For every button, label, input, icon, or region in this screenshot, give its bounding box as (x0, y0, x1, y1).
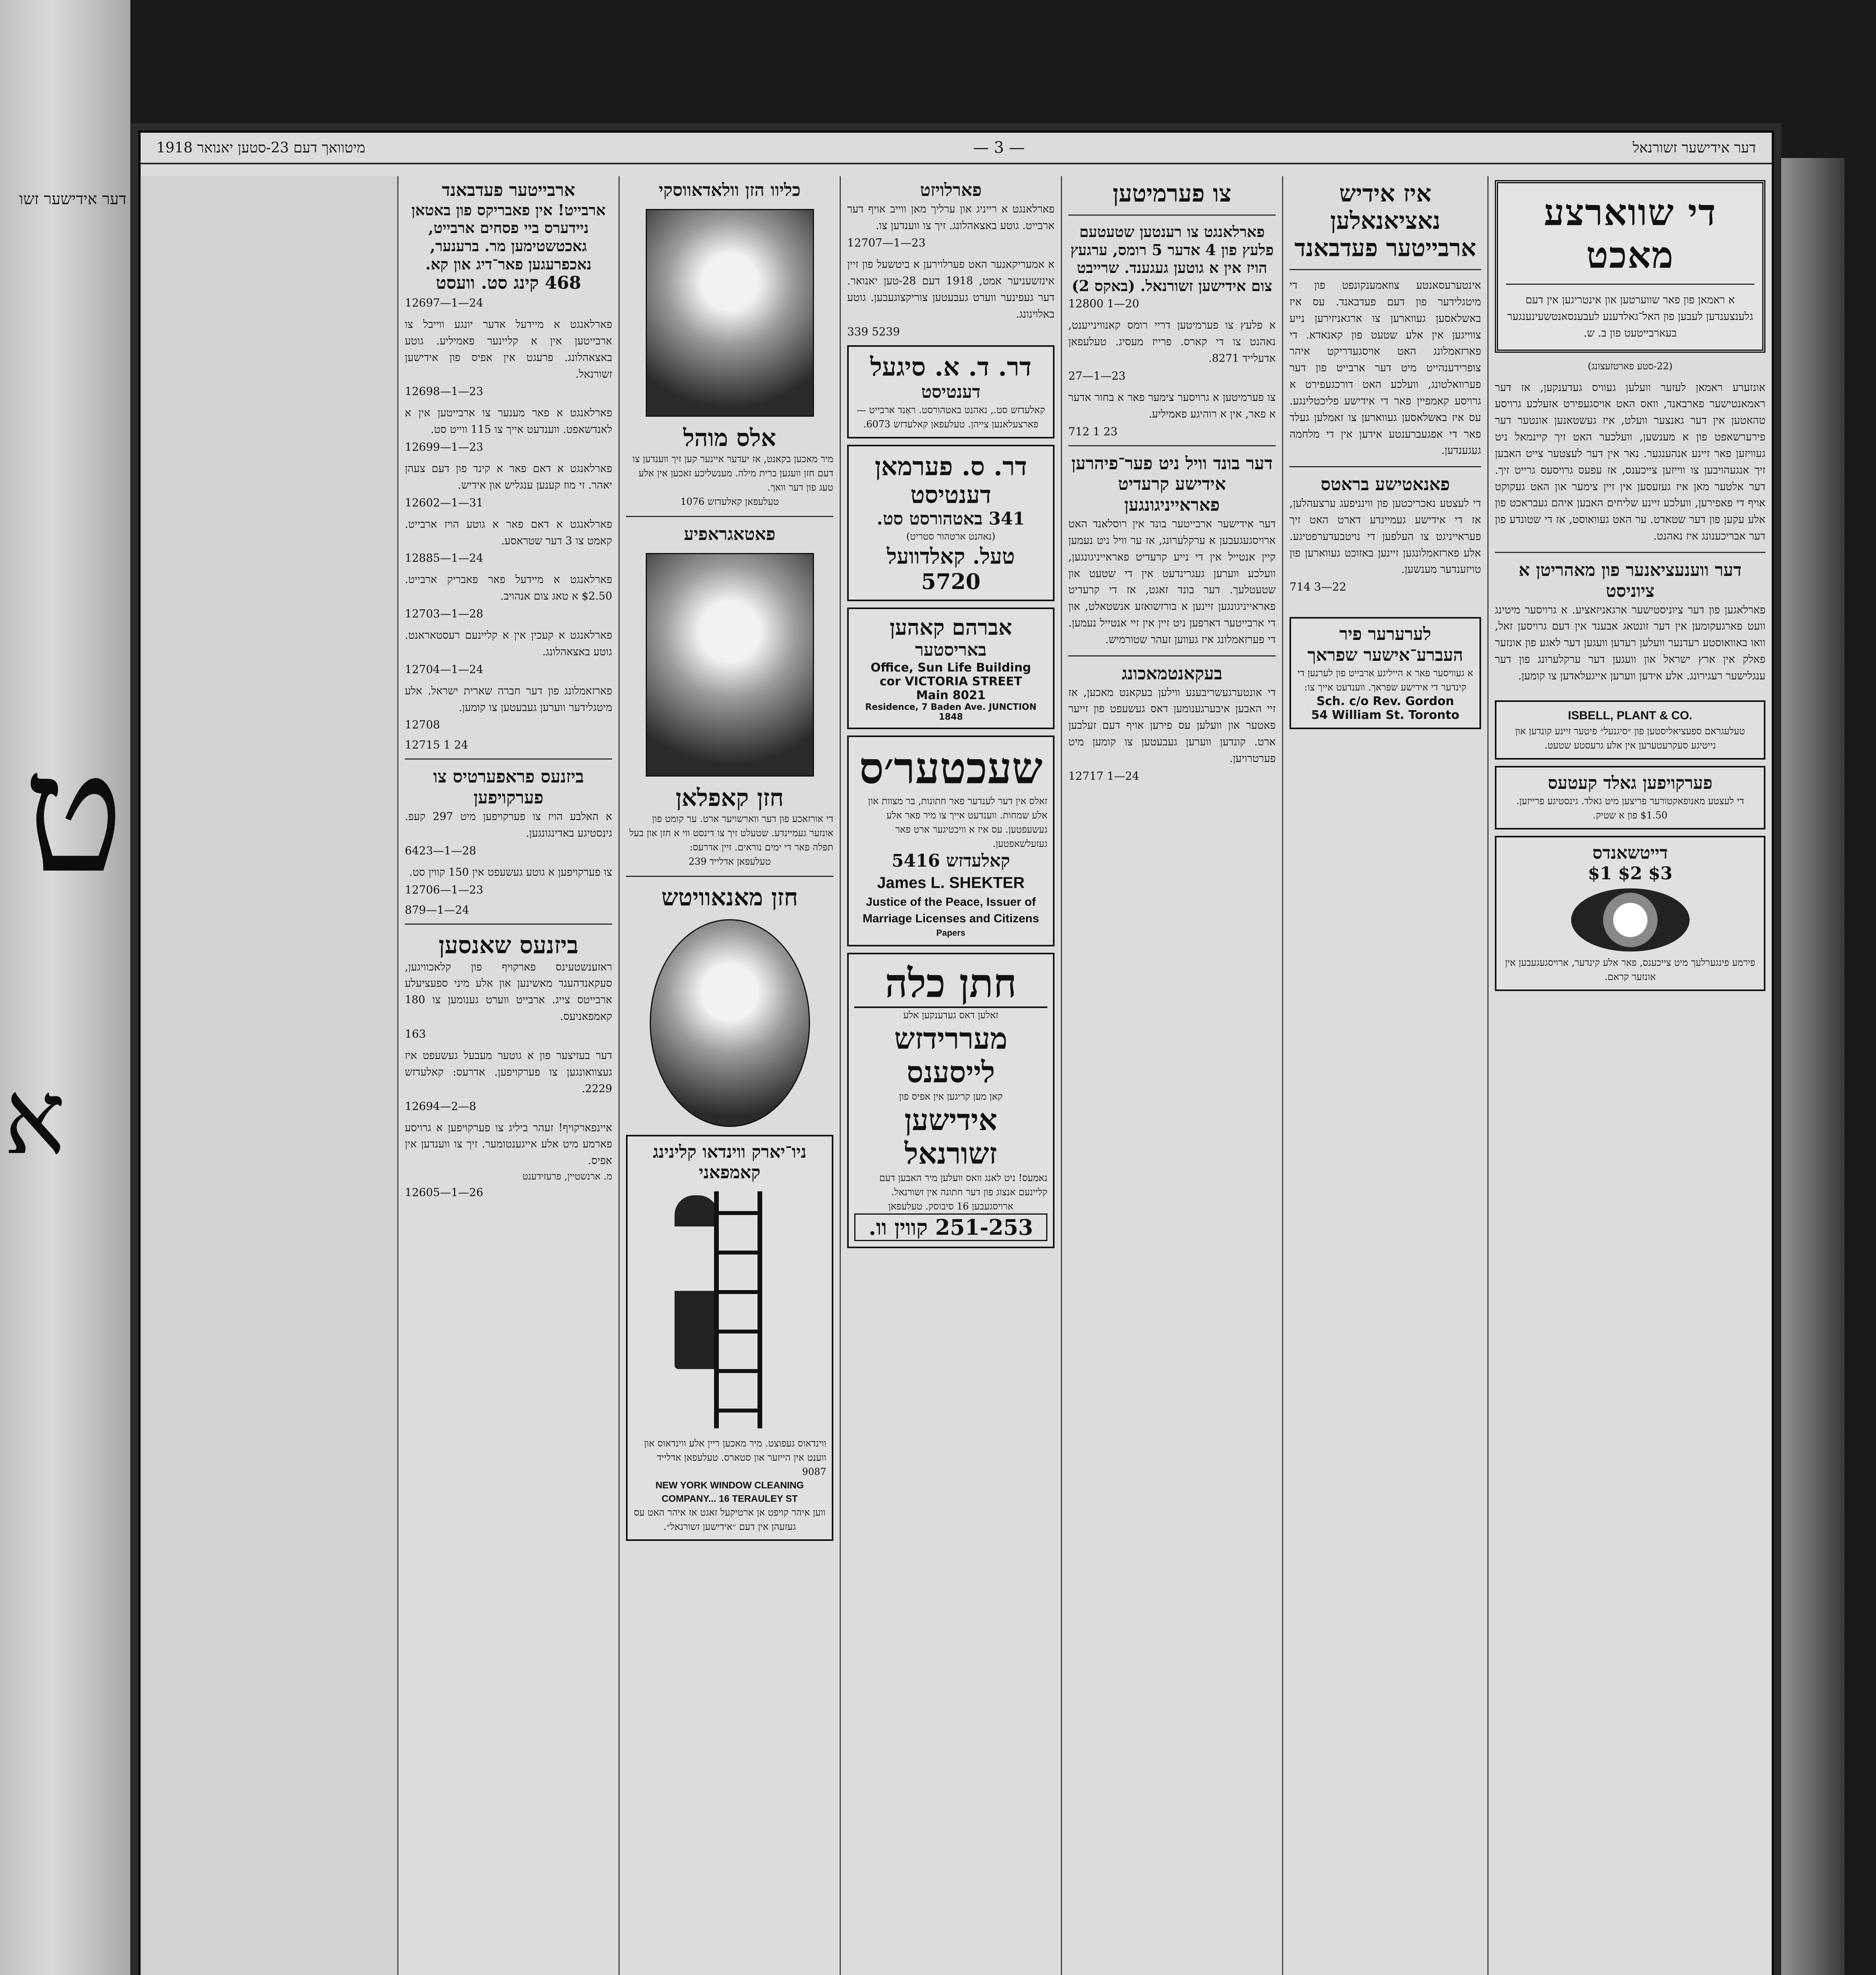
wedding-address: 251-253 קווין וו. (854, 1213, 1047, 1241)
classified-ref: 12699—1—23 (405, 440, 483, 454)
classified-item: פארלאנגט א פאר מענער צו ארבייטען אין א לאנדשאפט. ווענדעט אייך צו 115 ווייט סט. (405, 407, 612, 436)
divider (1068, 445, 1276, 446)
kaplan-body: די אורזאכע פון דער ווארשויער ארט. ער קומט פון אונזער געמיינדע. שטעלט זיך צו דינסט ווי א חזן און בעל תפלה פאר די ימים נוראים. זיין אדרעס: (629, 813, 833, 853)
lost-body: פארלאנגט א רייניג און ערליך מאן ווייב אויף דער ארבייט. גוטע באצאהלונג. זיך צו ווענדען צו. (847, 203, 1055, 232)
dentist-siegel-name: דר. ד. א. סיגעל (870, 352, 1032, 382)
divider (1068, 214, 1276, 216)
divider (405, 924, 612, 925)
serial-subtitle: א ראמאן פון פאר שווערטען און אינטריגען אין דעם גלענצענדען לעבען פון האל־גאלדענע לעבענסאנטשעינענגער בעארבייטעט פון ב. ש. (1507, 294, 1753, 339)
ladder-rung-icon (714, 1211, 761, 1215)
announcement-headline: בעקאנטמאכונג (1122, 663, 1222, 684)
shekter-headline: שעכטער׳ס (859, 743, 1043, 794)
workers-lead-address: 468 קינג סט. וועסט (436, 273, 581, 293)
announcement-body: די אונטערגעשריבענע ווילען בעקאנט מאכען, אז זיי האבען איבערגענומען דאס געשעפט פון זייער פאטער און וועלען עס פירען אויף דעם זעלבען ארט. קונדען ווערען געבעטען צו קומען מיט פערטרויען. (1068, 686, 1276, 765)
window-ad-body: ווינדאוס געפוצט. מיר מאכען ריין אלע ווינדאוס און ווענט אין הייזער און סטארס. טעלעפאן אדלייד 9087 (644, 1438, 826, 1478)
cantor-portrait-image (646, 209, 814, 417)
kaplan-name: חזן קאפלאן (675, 784, 784, 812)
classified-signature: מ. ארנשטיין, פרעזידענט (522, 1171, 612, 1182)
manovitch-name: חזן מאנאוויטש (661, 883, 798, 911)
window-ad-footer: ווען איהר קויפט אן ארטיקעל זאגט אז איהר האט עס געזעהן אין דעם ״אידישען זשורנאל״. (633, 1507, 826, 1533)
classified-ref: 339 5239 (847, 325, 900, 338)
classified-item: פארלאנגט א דאם פאר א קינד פון דעם צעהן יאהר. זי מוז קענען ענגליש און אידיש. (405, 463, 612, 491)
adjacent-page-text: דער אידישער זשו (19, 190, 126, 208)
serial-title-box (1495, 180, 1765, 353)
shekter-title-latin-3: Papers (936, 928, 966, 938)
wedding-license-ad (847, 953, 1055, 1248)
wedding-footer: ארויסגעבען 16 סיבוסק. טעלעפאן (888, 1201, 1013, 1212)
shekter-phone: קאלעדזש 5416 (891, 851, 1010, 871)
lawyer-name: אברהם קאהען (889, 615, 1012, 640)
wedding-license-title: מעררידזש לייסענס (894, 1021, 1008, 1089)
wedding-license-text: קאן מען קריגען אין אפיס פון (899, 1091, 1003, 1102)
lawyer-title: באריסטער (915, 640, 987, 660)
lost-notice: א אמעריקאנער האט פערלוירען א ביטשעל פון זיין אינזשעניער אמט, 1918 דעם 28-טען יאנואר. דער געפינער ווערט געבעטען צוריקצוגעבען. גוטע באלוינונג. (847, 258, 1055, 321)
ladder-rung-icon (714, 1251, 761, 1255)
diamond-ad-body: פירמע פינגערלעך מיט צייכענס, פאר אלע קינדער, ארויסגעגעבען אין אונזער קראם. (1505, 957, 1756, 983)
classified-ref: 12605—1—26 (405, 1186, 483, 1199)
classified-item: דער בעזיצער פון א גוטער מעבעל געשעפט איז געצוואונגען צו פערקויפען. אדרעס: קאלעדזש 2229. (405, 1049, 612, 1095)
gold-chain-ad-body: די לעצטע מאנופאקטורער פריצען מיט גאלד. גינסטיגע פרייזען. $1.50 פון א שטיק. (1516, 795, 1744, 821)
adjacent-page-large-letter: ט (24, 717, 124, 910)
classified-item: א האלבע הויז צו פערקויפען מיט 297 קעפ. גינסטיגע באדינגונגען. (405, 811, 613, 839)
cantor-phone: טעלעפאן קאלעדזש 1076 (680, 496, 779, 507)
window-ad-latin: NEW YORK WINDOW CLEANING COMPANY... 16 TERAULEY ST (655, 1480, 804, 1504)
wedding-paper-name: אידישען זשורנאל (904, 1103, 998, 1171)
classified-ref: 12694—2—8 (405, 1099, 476, 1113)
classified-ref: 12697—1—24 (405, 296, 483, 309)
classified-ref: 879—1—24 (405, 903, 469, 916)
classified-ref: 12707—1—23 (847, 236, 926, 250)
classified-ref: 27—1—23 (1068, 369, 1126, 382)
federation-body: אינטערעסאנטע צוזאמענקונפט פון די מיטגלידער פון דעם פעדבאנד. עס איז באשלאסען געווארען צו ארגאניזירען נייע צווייגען אין אלע שטעט פון קאנאדא. די פארזאמלונג האט אויסגעדריקט איהר צופרידענהייט מיט דער ארבייט פון דער פערוואלטונג, וועלכע האט דורכגעפירט א גרויסע קאמפיין פאר די אידישע פליכטלינגע. עס איז באשלאסען געווארען צו זאמלען געלד פאר די אפגעברענטע אידען אין די מלחמה געגענדען. (1290, 279, 1481, 457)
classified-ref: 163 (405, 1027, 426, 1040)
dentist-siegel-title: דענטיסט (921, 382, 981, 402)
serial-body: אונזערע ראמאן לעזער וועלען געוויס געדענקען, אז דער ראמאנטישער פארבאנד, וואס האט אויסגעפירט אזעלכע גרויסע טהאטען אין דער גאנצער וועלט, איז געשטאנען אונטער דער פירערשאפט פון א מענשען, וועלכער האט זיך קיינמאל ניט געוויזען פאר זיינע אנהענגער. נאר אין דער לעצטער צייט האבען זיך אנגעהויבען צו ווייזען צייכענס, אז עפעס גרויסעס גרייט זיך. דער אלטער מאן איז געזעסען אין זיין צימער און האט געקוקט אויף די פאפירען, וועלכע זיינע שליחים האבען איהם געבראכט פון אלע עקען פון דער שטאדט. ער האט געוואוסט, אז די שטונדע פון דער אבריכענונג איז נאהנט. (1495, 381, 1765, 543)
classified-ref: 12706—1—23 (405, 883, 483, 896)
classified-ref: 712 1 23 (1068, 425, 1118, 438)
wedding-sub: זאלען דאס געדענקען אלע (903, 1009, 998, 1021)
divider (1495, 552, 1765, 553)
classified-ref: 12717 1—24 (1068, 769, 1139, 782)
shekter-name-latin: James L. SHEKTER (877, 874, 1025, 892)
window-cleaner-figure-icon (675, 1195, 718, 1369)
ladder-rung-icon (714, 1290, 761, 1294)
serial-title: די שווארצע מאכט (1543, 191, 1717, 276)
section-title: דער ווענעציאנער פון מאהריטן א ציוניסט (1519, 560, 1742, 601)
classified-item: ראזענשטעינס פארקויף פון קלאכוויגען, סעקאנדהענד מאשינען און אלע מיני ספעציעלע ארבייטס צייג. ארבייט ווערט גענומען צו 180 קאמפאניעס. (405, 961, 612, 1023)
divider (1290, 269, 1481, 270)
teacher-ad-address-2: 54 William St. Toronto (1311, 708, 1459, 722)
section-body: פארלאגען פון דער ציוניסטישער ארגאניזאציע. א גרויסער מיטינג וועט פארגעקומען אין דער זונטאג אבענד אין דעם גרויסען זאל, וואו באוואוסטע רעדנער וועלען רעדען וועגען דער לאגע פון אונזער פאלק אין ארץ ישראל און וועגען דער ערקלערונג פון דער ענגלישער רעגירונג. אלע אידען ווערען אייגעלאדען צו קומען. (1495, 604, 1765, 682)
classified-ref: 12703—1—28 (405, 607, 483, 621)
classified-ref: 6423—1—28 (405, 844, 476, 857)
column-4 (1061, 176, 1282, 1975)
column-6 (1487, 176, 1772, 1975)
classified-ref: 12704—1—24 (405, 662, 483, 676)
cantor-headline: כליוו הזן וולאדאווסקי (659, 180, 801, 200)
classified-ref: 12800 1—20 (1068, 297, 1139, 310)
classified-ref: 12885—1—24 (405, 551, 483, 565)
diamond-ring-ad (1495, 836, 1765, 991)
workers-headline: ארבייטער פעדבאנד (442, 180, 575, 200)
adjacent-page-large-letter-2: א (4, 1058, 66, 1177)
dentist-ferman-phone: טעל. קאלדוועל 5720 (887, 544, 1015, 594)
bund-article: דער אידישער ארבייטער בונד אין רוסלאנד האט ארויסגעגעבען א ערקלערונג, אז ער וויל ניט נעמען קיין אנטייל אין די נייע קרעדיט פאראייניגונגען, וועלכע ווערען געגרינדעט אין די שטעט און שטעטלעך. דער בונד זאגט, אז די קרעדיט פאראייניגונגען זיינען א בורזשואזע אנשטאלט, און די ארבייטער דארפען ניט זיין אין זיי אנטייל נעמען. די פערזאמלונג איז געווען זעהר שטורמיש. (1068, 517, 1276, 646)
business-property-headline: ביזנעס פראפערטיס צו פערקויפען (433, 767, 584, 808)
teacher-ad-title: לערערער פיר העברע־אישער שפראך (1307, 624, 1463, 666)
divider (1506, 284, 1754, 285)
classified-ref: 12698—1—23 (405, 385, 483, 398)
classified-item: פארלאנגט א דאם פאר א גוטע הויז ארבייט. קאמט צו 3 דער שטראסע. (405, 518, 612, 547)
cantor-caption-body: מיר מאכען בקאנט, אז יעדער איינער קען זיך ווענדען צו דעם חזן וועגען ברית מילה. מענשליכע זאכען אין אלע טעג פון דער וואך. (632, 453, 833, 493)
ring-illustration-icon (1571, 888, 1690, 952)
business-chances-headline: ביזנעס שאנסען (438, 931, 579, 959)
dentist-siegel-body: קאלעדזש סט., נאהנט באטהורסט. ראַנד ארבייט — פארצעלאנען צייהן. טעלעפאן קאלעדזש 6073. (856, 404, 1045, 430)
masthead-date: מיטוואך דעם 23-סטען יאנואר 1918 (156, 140, 365, 156)
window-ad-headline: ניו־יארק ווינדאו קלינינג קאמפאני (653, 1142, 806, 1183)
lawyer-cohen-ad (847, 608, 1055, 729)
classified-ref: 714 3—22 (1290, 580, 1346, 594)
dentist-ferman-name: דר. ס. פערמאן (874, 451, 1027, 482)
gold-chain-ad-title: פערקויפען גאלד קעטעס (1548, 773, 1712, 793)
lawyer-street: cor VICTORIA STREET (880, 675, 1022, 689)
for-rent-headline: צו פערמיטען (1113, 180, 1231, 207)
shekter-body: זאלס אין דער לענדער פאר חתונות, בר מצוות און אלע שמחות. ווענדעט אייך צו מיר פאר אלע געשעפטען. עס איז א וויכטיגער ארט פאר געזעלשאפטען. (868, 796, 1047, 850)
column-2 (618, 176, 840, 1975)
classified-item: פארלאנגט א קעכין אין א קליינעם רעסטאראנט. גוטע באצאהלונג. (405, 629, 612, 658)
window-cleaner-illustration-icon (659, 1187, 801, 1432)
dentist-ferman-address: 341 באטהורסט סט. (876, 508, 1025, 529)
manovitch-portrait-image (650, 919, 810, 1127)
teacher-wanted-ad (1290, 617, 1481, 729)
workers-lead: ארבייט! אין פאבריקס פון באטאן ניידערס ביי פסחים ארבייט, גאכטשטימען מר. ברענער, נאכפרעגען פאר־דיג און קא. (411, 201, 606, 273)
classified-item: צו פערקויפען א גוטע געשעפט אין 150 קווין סט. (409, 866, 612, 878)
classified-ref: 12602—1—31 (405, 496, 483, 509)
lawyer-office: Office, Sun Life Building (870, 661, 1031, 675)
divider (405, 758, 612, 760)
isbell-ad-title: ISBELL, PLANT & CO. (1568, 709, 1692, 722)
rent-ad-1: פארלאנגט צו רענטען שטעטעם פלעץ פון 4 אדער 5 רומס, ערגעץ הויז אין א גוטען געגענד. שרייבט צום אידישען זשורנאל. (באקס 2) (1070, 223, 1274, 295)
classified-item: פארלאנגט א מיידעל אדער יונגע ווייבל צו ארבייטען אין א קליינער פאמיליע. גוטע באצאהלונג. פרעגט אין אפיס פון אידישען זשורנאל. (405, 318, 612, 380)
masthead (141, 133, 1772, 164)
diamond-ad-title: דייטשאנדס (1592, 843, 1668, 863)
classified-ref: 12715 1 24 (405, 738, 468, 752)
shekter-ad (847, 735, 1055, 946)
classified-item: איינפארקויף! זעהר ביליג צו פערקויפען א גרויסע פארמע מיט אלע אייגענטומער. זיך צו ווענדען אין אפיס. (405, 1121, 612, 1167)
wedding-note: נאמעס! ניט לאנג וואס וועלען מיר האבען דעם קליינעם אנצוג פון דער חתונה אין זשורנאל. (879, 1172, 1047, 1198)
bund-headline: דער בונד וויל ניט פער־פיהרען אידישע קרעדיט פאראייניגונגען (1071, 453, 1273, 515)
column-3 (840, 176, 1061, 1975)
diamond-ad-price: $1 $2 $3 (1588, 863, 1673, 884)
divider (626, 876, 833, 877)
column-5 (1282, 176, 1487, 1975)
divider (1290, 466, 1481, 467)
newspaper-page (138, 130, 1774, 1975)
dentist-ferman-title: דענטיסט (910, 481, 991, 509)
subhead-body: די לעצטע נאכריכטען פון ווינניפעג ערצעהלען, אז די אידישע געמיינדע דארט האט זיך פעראייניגט צו העלפען די נויטבעדערפטיגע. אלע פארזאמלונגען זיינען באזוכט געווארען פון טויזענדער מענשען. (1290, 497, 1481, 576)
wedding-headline: חתן כלה (854, 960, 1047, 1008)
column-1 (397, 176, 618, 1975)
photo-section-headline: פאטאגראפיע (684, 524, 776, 544)
ladder-rail-icon (758, 1191, 762, 1428)
dentist-ferman-note: (נאהנט ארטהור סטריט) (906, 531, 996, 542)
lawyer-residence: Residence, 7 Baden Ave. JUNCTION 1848 (865, 702, 1037, 722)
rent-ad-3: צו פערמיטען א גרויסער צימער פאר א בחור אדער א פאר, אין א רוהיגע פאמיליע. (1068, 391, 1276, 420)
masthead-paper-name: דער אידישער זשורנאל (1632, 140, 1756, 156)
column-0-margin (141, 176, 397, 1975)
ladder-rail-icon (714, 1191, 719, 1428)
shekter-title-latin-1: Justice of the Peace, Issuer of (866, 895, 1036, 909)
classified-item: פארזאמלונג פון דער חברה שארית ישראל. אלע מיטגלידער ווערען געבעטען צו קומען. (405, 685, 612, 714)
federation-headline: איז אידיש נאציאנאלען ארבייטער פעדבאנד (1294, 180, 1476, 262)
masthead-page-number: — 3 — (973, 139, 1025, 157)
dentist-ferman-ad (847, 445, 1055, 602)
classified-item: פארלאנגט א מיידעל פאר פאבריק ארבייט. $2.50 א טאג צום אנהויב. (405, 574, 612, 603)
divider (626, 516, 833, 517)
serial-chapter: (22-סטע פארטזעצונג) (1588, 360, 1673, 372)
page-stack-edge (1773, 158, 1844, 1975)
dentist-siegel-ad (847, 345, 1055, 438)
divider (1068, 655, 1276, 656)
teacher-ad-address-1: Sch. c/o Rev. Gordon (1316, 694, 1454, 708)
ladder-rung-icon (714, 1369, 761, 1373)
cantor-caption: אלס מוהל (683, 424, 776, 452)
ladder-rung-icon (714, 1409, 761, 1413)
isbell-ad (1495, 700, 1765, 760)
isbell-ad-body: טעלעגראם ספעציאליסטען פון ״סיגנעל״ פיטער זיינע קונדען און נייטיגע סעקרעטערען אין אלע גרעסטע שטעט. (1515, 725, 1745, 751)
teacher-ad-body: א געוויסער פאר א הייליגע ארבייט פון לערנען די קינדער די אידישע שפראך. ווענדעט אייך צו: (1297, 667, 1473, 693)
shekter-title-latin-2: Marriage Licenses and Citizens (863, 912, 1039, 925)
subhead: פאנאטישע בראטס (1321, 474, 1450, 495)
lawyer-phone: Main 8021 (916, 688, 986, 703)
lost-headline: פארלויזט (920, 180, 982, 200)
ladder-rung-icon (714, 1330, 761, 1334)
kaplan-portrait-image (646, 553, 814, 777)
window-cleaning-ad (626, 1135, 833, 1541)
classified-ref: 12708 (405, 718, 440, 732)
gold-chain-ad (1495, 766, 1765, 830)
adjacent-page-fragment (0, 0, 130, 1975)
kaplan-phone: טעלעפאן אדלייד 239 (688, 856, 771, 867)
rent-ad-2: א פלעץ צו פערמיטען דריי רומס קאנווינייענט, נאהנט צו די קארס. פרייז מעסיג. טעלעפאן אדעלייד 8271. (1068, 319, 1276, 365)
